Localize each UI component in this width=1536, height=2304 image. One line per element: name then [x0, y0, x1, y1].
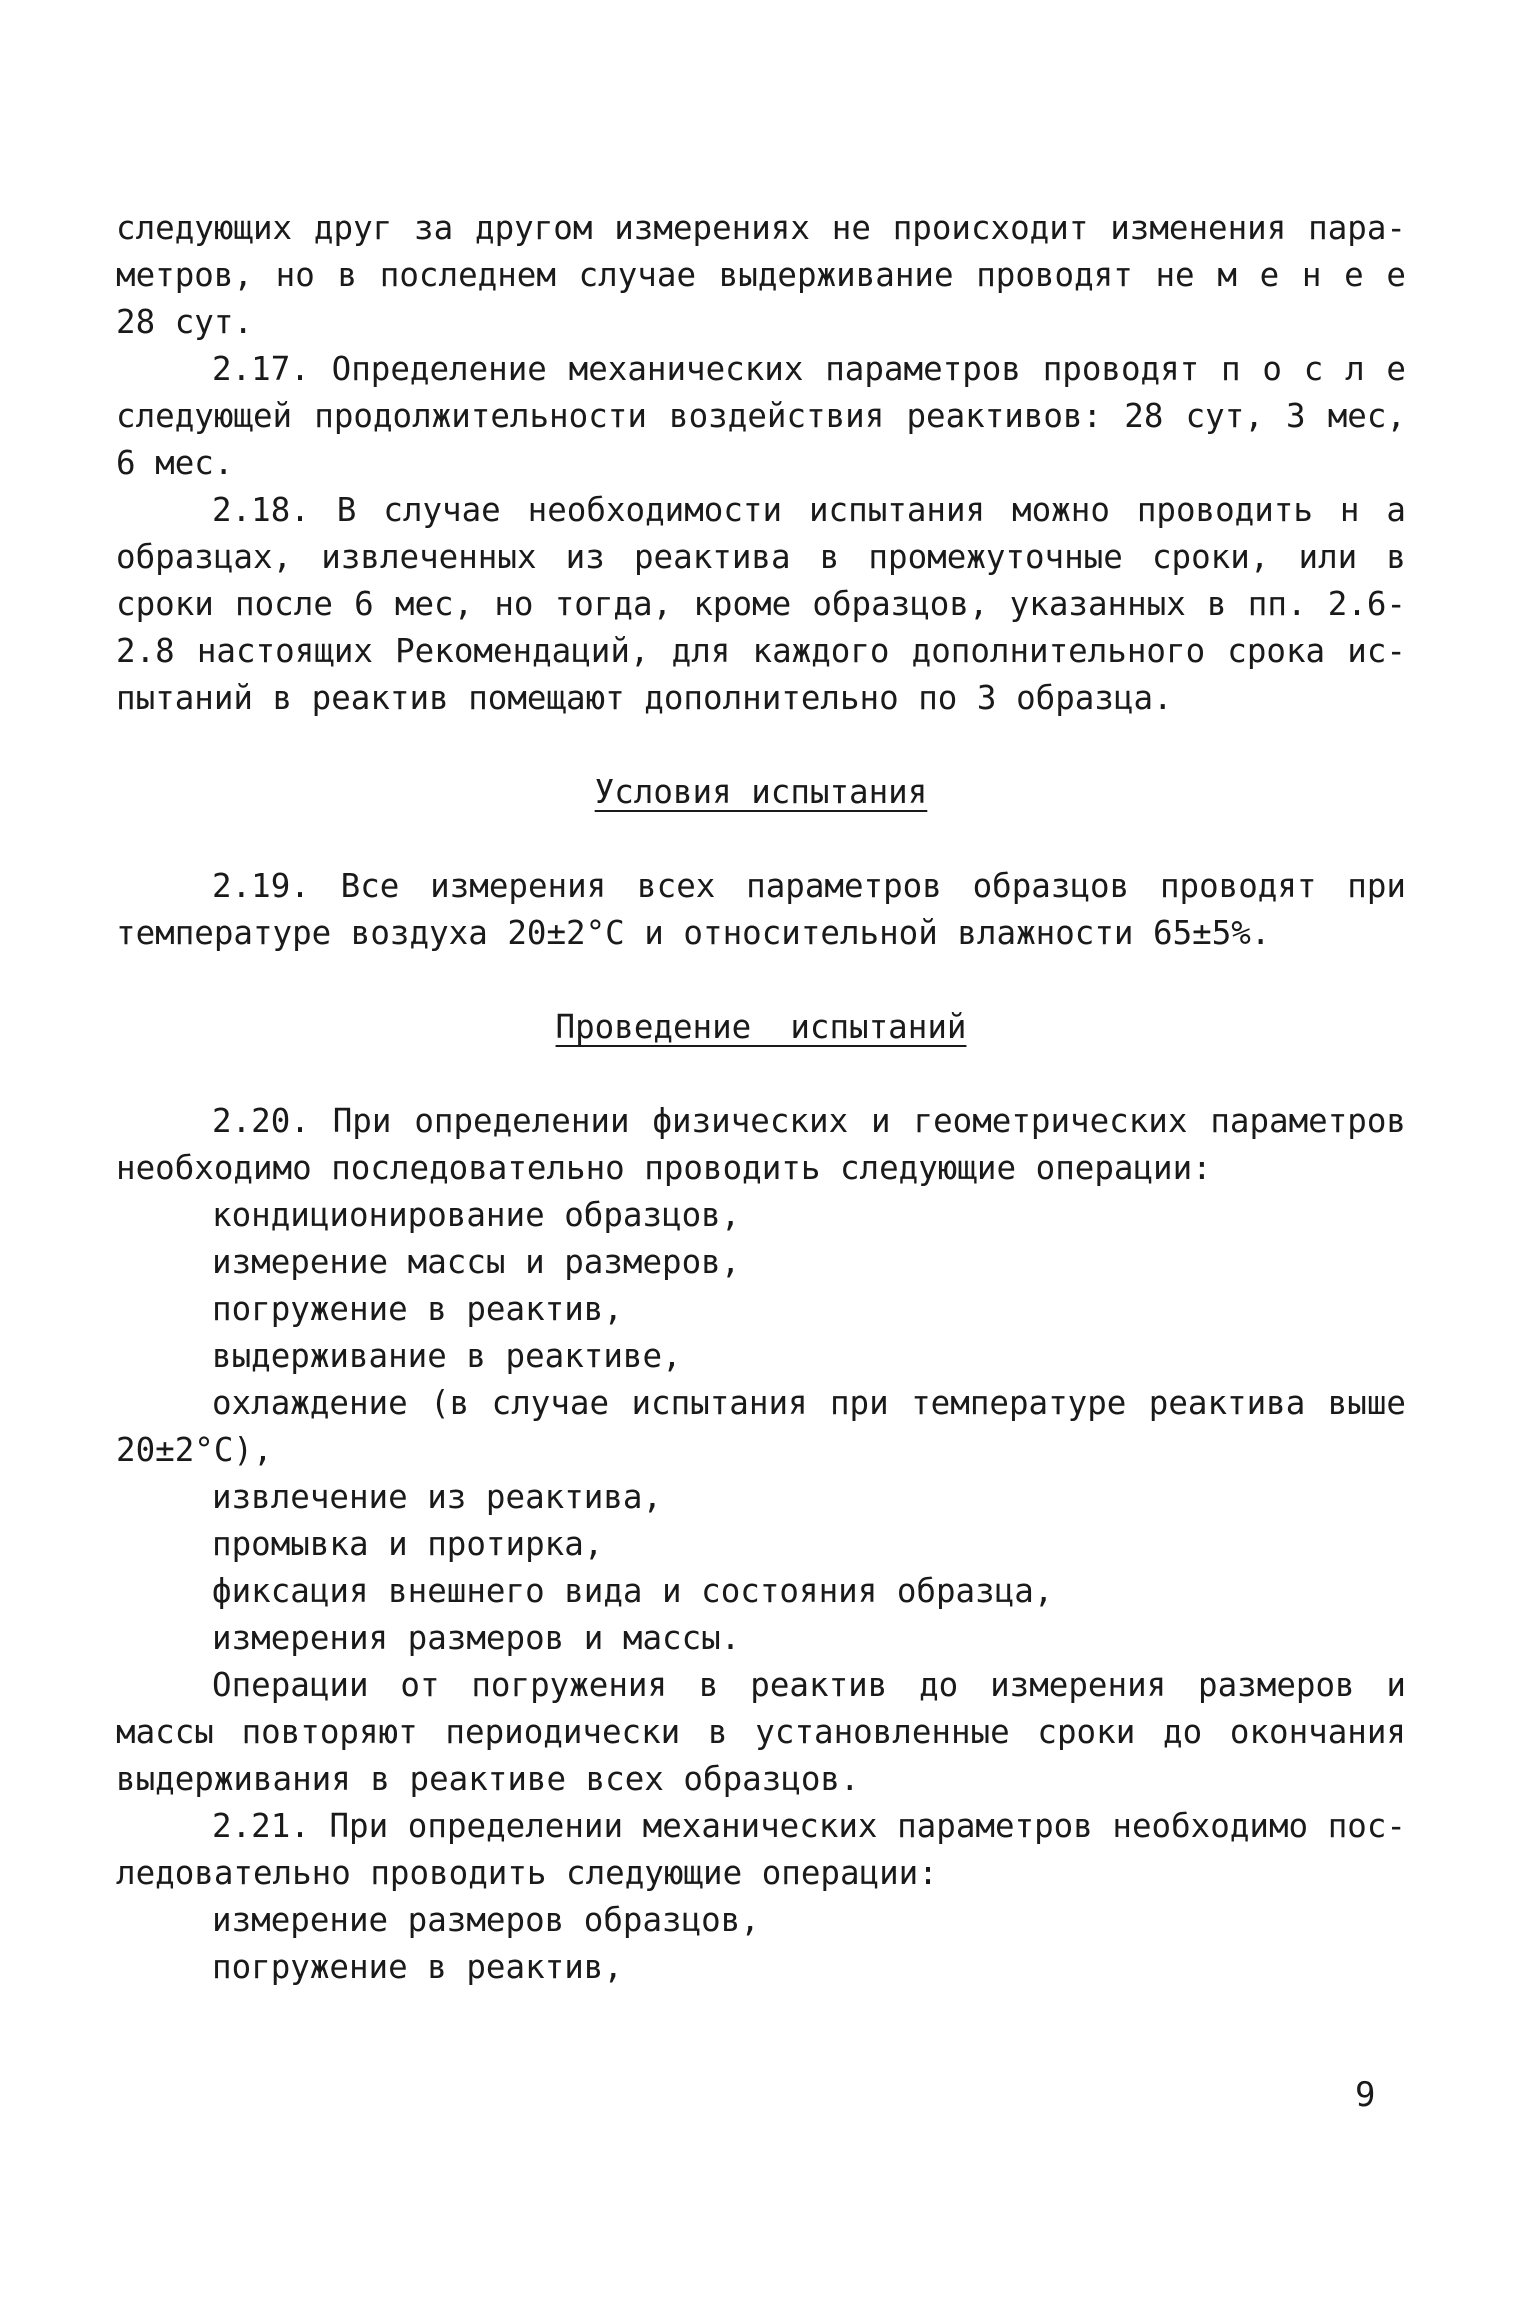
list-item: извлечение из реактива,	[212, 1478, 663, 1516]
text-line: температуре воздуха 20±2°С и относительной влажности 65±5%.	[116, 914, 1271, 952]
text-line: 20±2°С),	[116, 1431, 273, 1469]
paragraph-2-20: 2.20. При определении физических и геометрических параметров	[212, 1102, 1406, 1140]
text-line: выдерживания в реактиве всех образцов.	[116, 1760, 860, 1798]
list-item: погружение в реактив,	[212, 1290, 623, 1328]
paragraph-operations: Операции от погружения в реактив до измерения размеров и	[212, 1666, 1406, 1704]
text-line: 6 мес.	[116, 444, 234, 482]
text-line: образцах, извлеченных из реактива в промежуточные сроки, или в	[116, 538, 1406, 576]
list-item: измерения размеров и массы.	[212, 1619, 741, 1657]
paragraph-2-17: 2.17. Определение механических параметров проводят п о с л е	[212, 350, 1406, 388]
text-line: метров, но в последнем случае выдерживание проводят не м е н е е	[116, 256, 1406, 294]
text-line: следующей продолжительности воздействия реактивов: 28 сут, 3 мес,	[116, 397, 1406, 435]
text-line: массы повторяют периодически в установленные сроки до окончания	[116, 1713, 1406, 1751]
text-line: 28 сут.	[116, 303, 253, 341]
list-item: промывка и протирка,	[212, 1525, 604, 1563]
text-line: ледовательно проводить следующие операции:	[116, 1854, 938, 1892]
paragraph-2-18: 2.18. В случае необходимости испытания можно проводить н а	[212, 491, 1406, 529]
paragraph-2-21: 2.21. При определении механических параметров необходимо пос-	[212, 1807, 1406, 1845]
list-item: фиксация внешнего вида и состояния образца,	[212, 1572, 1054, 1610]
section-heading-procedure: Проведение испытаний	[555, 1008, 967, 1046]
text-line: сроки после 6 мес, но тогда, кроме образцов, указанных в пп. 2.6-	[116, 585, 1406, 623]
list-item: погружение в реактив,	[212, 1948, 623, 1986]
text-line: 2.8 настоящих Рекомендаций, для каждого дополнительного срока ис-	[116, 632, 1406, 670]
document-page	[116, 205, 1406, 1991]
list-item: охлаждение (в случае испытания при температуре реактива выше	[212, 1384, 1406, 1422]
list-item: измерение массы и размеров,	[212, 1243, 741, 1281]
text-line: необходимо последовательно проводить следующие операции:	[116, 1149, 1212, 1187]
page-number: 9	[1355, 2075, 1376, 2115]
list-item: измерение размеров образцов,	[212, 1901, 760, 1939]
list-item: кондиционирование образцов,	[212, 1196, 741, 1234]
text-line: следующих друг за другом измерениях не происходит изменения пара-	[116, 209, 1406, 247]
paragraph-2-19: 2.19. Все измерения всех параметров образцов проводят при	[212, 867, 1406, 905]
text-line: пытаний в реактив помещают дополнительно по 3 образца.	[116, 679, 1173, 717]
list-item: выдерживание в реактиве,	[212, 1337, 682, 1375]
section-heading-conditions: Условия испытания	[594, 773, 928, 811]
